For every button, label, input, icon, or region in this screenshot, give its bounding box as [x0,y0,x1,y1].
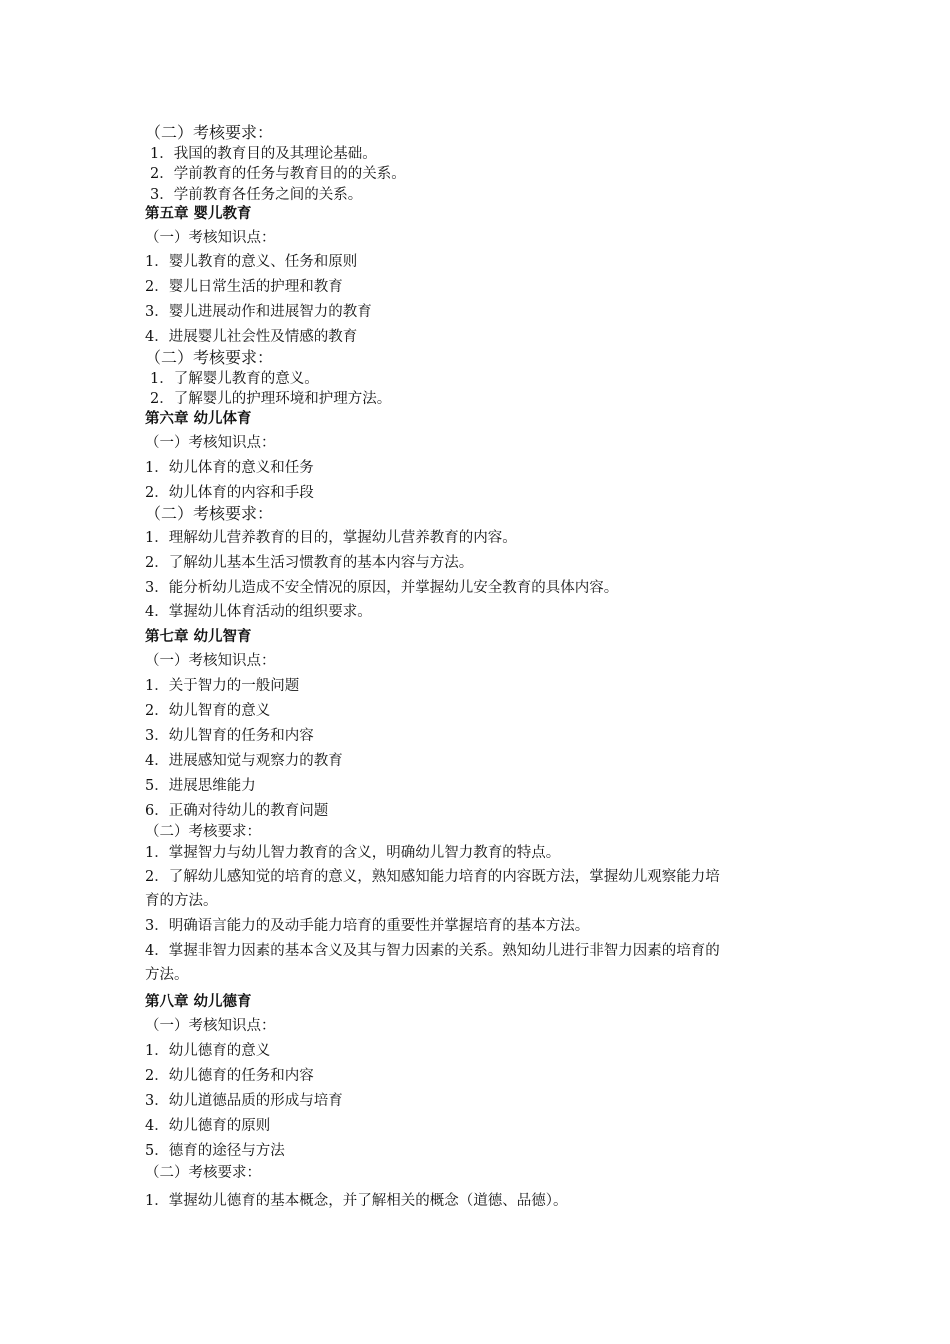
text-line: 6．正确对待幼儿的教育问题 [145,803,329,819]
text-line: （二）考核要求： [145,504,274,523]
text-line: 3．婴儿进展动作和进展智力的教育 [145,304,372,320]
text-line: 3．能分析幼儿造成不安全情况的原因，并掌握幼儿安全教育的具体内容。 [145,580,619,596]
text-line: 2．了解幼儿感知觉的培育的意义，熟知感知能力培育的内容既方法，掌握幼儿观察能力培 [145,869,720,885]
text-line: 1．理解幼儿营养教育的目的，掌握幼儿营养教育的内容。 [145,530,517,546]
chapter-heading: 第六章 幼儿体育 [145,411,252,427]
text-line: （二）考核要求： [145,1165,261,1181]
chapter-heading: 第八章 幼儿德育 [145,994,252,1010]
text-line: 1．幼儿体育的意义和任务 [145,460,314,476]
text-line: 2．幼儿德育的任务和内容 [145,1068,314,1084]
text-line: （一）考核知识点： [145,1018,276,1034]
text-line: （二）考核要求： [145,348,274,367]
text-line: 1．了解婴儿教育的意义。 [150,371,319,387]
chapter-heading: 第五章 婴儿教育 [145,206,252,222]
text-line: 4．掌握非智力因素的基本含义及其与智力因素的关系。熟知幼儿进行非智力因素的培育的 [145,943,720,959]
text-line: 1．幼儿德育的意义 [145,1043,271,1059]
text-line: 1．掌握幼儿德育的基本概念，并了解相关的概念（道德、品德）。 [145,1193,568,1209]
text-line: 1．我国的教育目的及其理论基础。 [150,146,377,162]
text-line: 方法。 [145,967,189,983]
text-line: 3．明确语言能力的及动手能力培育的重要性并掌握培育的基本方法。 [145,918,590,934]
text-line: 3．幼儿道德品质的形成与培育 [145,1093,343,1109]
text-line: 2．幼儿智育的意义 [145,703,271,719]
text-line: 2．了解婴儿的护理环境和护理方法。 [150,391,392,407]
text-line: 1．关于智力的一般问题 [145,678,300,694]
text-line: 4．进展婴儿社会性及情感的教育 [145,329,358,345]
text-line: （一）考核知识点： [145,653,276,669]
text-line: 2．婴儿日常生活的护理和教育 [145,279,343,295]
text-line: （二）考核要求： [145,824,261,840]
text-line: 3．学前教育各任务之间的关系。 [150,187,363,203]
text-line: 1．掌握智力与幼儿智力教育的含义，明确幼儿智力教育的特点。 [145,845,561,861]
text-line: （二）考核要求： [145,123,274,142]
text-line: 5．进展思维能力 [145,778,256,794]
text-line: （一）考核知识点： [145,435,276,451]
text-line: 2．幼儿体育的内容和手段 [145,485,314,501]
text-line: 育的方法。 [145,893,218,909]
text-line: 4．掌握幼儿体育活动的组织要求。 [145,604,372,620]
text-line: 5．德育的途径与方法 [145,1143,285,1159]
text-line: 4．幼儿德育的原则 [145,1118,271,1134]
text-line: 2．学前教育的任务与教育目的的关系。 [150,166,406,182]
chapter-heading: 第七章 幼儿智育 [145,629,252,645]
text-line: 2．了解幼儿基本生活习惯教育的基本内容与方法。 [145,555,474,571]
text-line: 4．进展感知觉与观察力的教育 [145,753,343,769]
text-line: （一）考核知识点： [145,230,276,246]
text-line: 3．幼儿智育的任务和内容 [145,728,314,744]
text-line: 1．婴儿教育的意义、任务和原则 [145,254,358,270]
